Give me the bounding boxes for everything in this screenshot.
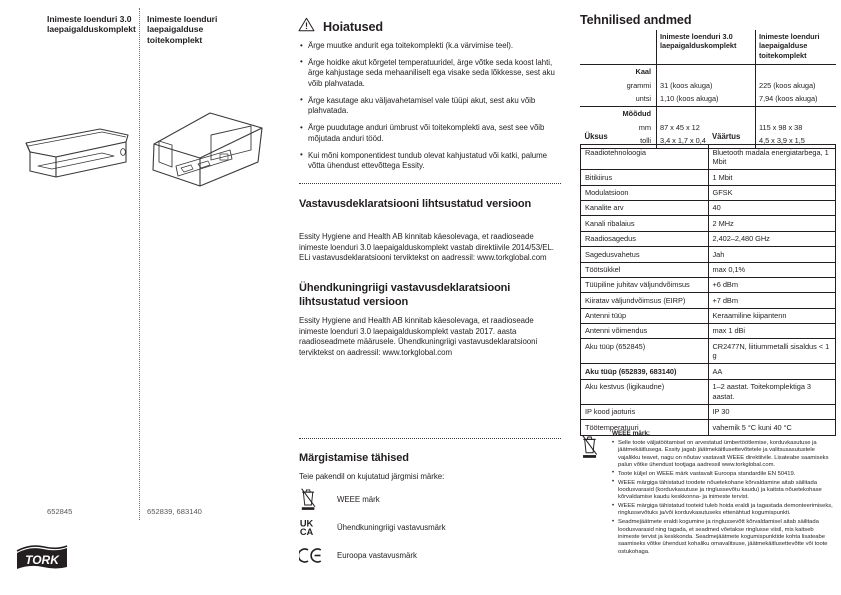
spec-key: Sagedusvahetus: [581, 247, 709, 262]
spec-key: Aku kestvus (ligikaudne): [581, 379, 709, 404]
weee-note-body: [612, 430, 836, 557]
weee-note-item: • Seadmejäätmete eraldi kogumine ja ringlussevõtt kõrvaldamisel aitab säilitada loodusvarasid ning tagada, et seadmed võetakse ringlusse viisil, mis kaitseb inimeste tervist ja keskkonda. Seadmejäätmete kogumispunktide kohta lisateabe saamiseks võtke ühendust kohaliku omavalitsuse, jäätmekäitlusettevõtte või toote ostukohaga.: [612, 519, 836, 555]
warnings-column: [290, 0, 575, 595]
spec-value: vahemik 5 °C kuni 40 °C: [708, 420, 836, 435]
cell: 225 (koos akuga): [756, 79, 837, 93]
product-right-title: Inimeste loenduri laepaigalduse toitekomplekt: [147, 14, 218, 45]
spec-value: AA: [708, 364, 836, 379]
table-row: [581, 185, 836, 200]
specifications-table: [580, 130, 836, 436]
cell: 31 (koos akuga): [657, 79, 756, 93]
table-row: [580, 107, 836, 121]
warnings-heading-row: [298, 17, 383, 37]
row-label: mm: [638, 122, 651, 132]
warning-item: • Ärge puudutage anduri ümbrust või toitekomplekti ava, sest see võib mõjutada anduri tööd.: [300, 123, 562, 144]
spec-value: 40: [708, 201, 836, 216]
spec-key: Modulatsioon: [581, 185, 709, 200]
table-header-row: [581, 130, 836, 145]
products-column: [0, 0, 290, 595]
vertical-dotted-divider: [139, 8, 140, 520]
uk-declaration-heading: Ühendkuningriigi vastavusdeklaratsiooni lihtsustatud versioon: [299, 282, 511, 308]
table-row: [580, 92, 836, 106]
spec-key: Tüüpiline juhitav väljundvõimsus: [581, 277, 709, 292]
markings-intro: Teie pakendil on kujutatud järgmisi märke:: [299, 472, 445, 481]
spec-value: 1 Mbit: [708, 170, 836, 185]
spec-key: Töötemperatuuri: [581, 420, 709, 435]
group-label: Kaal: [580, 65, 657, 79]
cell: 3,4 x 1,7 x 0,4: [657, 134, 756, 148]
section-divider: [299, 183, 561, 184]
table-row: [581, 201, 836, 216]
warning-triangle-icon: [298, 17, 315, 37]
table-row: [580, 65, 836, 79]
ceiling-sensor-illustration: [22, 125, 132, 195]
row-label: tolli: [580, 134, 657, 148]
product-right-code: 652839, 683140: [147, 507, 202, 516]
spec-value: Bluetooth madala energiatarbega, 1 Mbit: [708, 145, 836, 170]
spec-value: +6 dBm: [708, 277, 836, 292]
column-header: Inimeste loenduri 3.0 laepaigalduskomplekt: [657, 30, 756, 65]
table-row: [581, 364, 836, 379]
cell: [657, 107, 756, 121]
svg-text:UK: UK: [299, 518, 314, 529]
table-row: [581, 216, 836, 231]
eu-declaration-heading: Vastavusdeklaratsiooni lihtsustatud versioon: [299, 198, 532, 210]
weee-note-item: • Toote küljel on WEEE märk vastavalt Euroopa standardile EN 50419.: [612, 471, 836, 478]
marking-label: Euroopa vastavusmärk: [337, 551, 417, 560]
spec-value: 1–2 aastat. Toitekomplektiga 3 aastat.: [708, 379, 836, 404]
weee-crossed-bin-icon: [580, 430, 606, 557]
warning-item: • Ärge kasutage aku väljavahetamisel vale tüüpi akut, sest aku võib plahvatada.: [300, 96, 562, 117]
marking-row-ukca: [299, 518, 446, 537]
marking-row-weee: [299, 487, 380, 511]
table-row: [581, 170, 836, 185]
table-row: [581, 145, 836, 170]
section-divider: [299, 438, 561, 439]
spec-value: max 0,1%: [708, 262, 836, 277]
row-label: grammi: [626, 80, 651, 90]
cell: [756, 65, 837, 79]
weee-note-item: • WEEE märgiga tähistatud toodete nõuetekohane kõrvaldamine aitab säilitada loodusvarasid (korduvkasutuse ja ringlussevõtu kaudu) ja kaitsta nõuetekohase kõrvaldamise kaudu keskkonna- ja inimeste tervist.: [612, 480, 836, 502]
table-row: [581, 308, 836, 323]
cell: 7,94 (koos akuga): [756, 92, 837, 106]
spec-key: Antenni võimendus: [581, 324, 709, 339]
spec-key: Bitikiirus: [581, 170, 709, 185]
table-row: [581, 339, 836, 364]
svg-text:TORK: TORK: [25, 553, 59, 567]
table-row: [581, 379, 836, 404]
spec-key: Kiiratav väljundvõimsus (EIRP): [581, 293, 709, 308]
cell: 4,5 x 3,9 x 1,5: [756, 134, 837, 148]
spec-key: IP kood jaoturis: [581, 404, 709, 419]
ce-mark-icon: [299, 547, 337, 564]
cell: [657, 65, 756, 79]
spec-key: Kanalite arv: [581, 201, 709, 216]
column-header: Inimeste loenduri laepaigalduse toitekomplekt: [756, 30, 837, 65]
marking-label: WEEE märk: [337, 494, 380, 504]
cell: 87 x 45 x 12: [657, 121, 756, 135]
table-row: [581, 231, 836, 246]
spec-value: Keraamiline kiipantenn: [708, 308, 836, 323]
spec-value: max 1 dBi: [708, 324, 836, 339]
markings-heading: Märgistamise tähised: [299, 452, 409, 464]
spec-key: Aku tüüp (652845): [581, 339, 709, 364]
tork-logo: [16, 545, 68, 571]
spec-value: GFSK: [708, 185, 836, 200]
table-row: [581, 262, 836, 277]
column-header: Üksus: [581, 130, 709, 145]
table-row: [580, 79, 836, 93]
spec-key: Kanali ribalaius: [581, 216, 709, 231]
spec-key: Töötsükkel: [581, 262, 709, 277]
warning-item: • Kui mõni komponentidest tundub olevat kahjustatud või katki, palume võtta ühendust ettevõttega Essity.: [300, 151, 562, 172]
warnings-heading: Hoiatused: [323, 20, 383, 34]
spec-value: IP 30: [708, 404, 836, 419]
weee-note-list: [612, 440, 836, 556]
uk-declaration-body: Essity Hygiene and Health AB kinnitab käesolevaga, et raadioseade inimeste loenduri 3.0 laepaigalduskomplekt vastab 2017. aasta raadioseadmete määrusele. Ühendkuningriigi vastavusdeklaratsiooni terviktekst on aadressil: www.torkglobal.com: [299, 316, 538, 357]
product-left-title: Inimeste loenduri 3.0 laepaigalduskomplekt: [47, 14, 136, 35]
table-row: [581, 293, 836, 308]
technical-data-column: [575, 0, 841, 595]
spec-value: 2 MHz: [708, 216, 836, 231]
eu-declaration-body: Essity Hygiene and Health AB kinnitab käesolevaga, et raadioseade inimeste loenduri 3.0 laepaigalduskomplekt vastab direktiivile 2014/53/EL. ELi vastavusdeklaratsiooni terviktekst on aadressil: www.torkglobal.com: [299, 232, 554, 263]
product-left-code: 652845: [47, 507, 73, 516]
cell: 1,10 (koos akuga): [657, 92, 756, 106]
table-row: [581, 247, 836, 262]
table-row: [581, 404, 836, 419]
weee-note: [580, 430, 836, 557]
weee-crossed-bin-icon: [299, 487, 337, 511]
weee-note-title: WEEE märk:: [612, 430, 651, 437]
table-header-row: [580, 30, 836, 65]
warnings-list: [300, 41, 562, 178]
spec-value: CR2477N, liitiummetalli sisaldus < 1 g: [708, 339, 836, 364]
ukca-mark-icon: [299, 518, 337, 537]
spec-key: Antenni tüüp: [581, 308, 709, 323]
svg-text:CA: CA: [299, 527, 314, 537]
weee-note-item: • WEEE märgiga tähistatud tooteid tuleb hoida eraldi ja tagastada demonteerimiseks, ringlussevõtuks ja/või korduvkasutuseks ettenähtud kogumispunkti.: [612, 503, 836, 518]
group-label: Mõõdud: [580, 107, 657, 121]
technical-data-title: Tehnilised andmed: [580, 13, 692, 27]
weee-note-item: • Selle toote väljatöötamisel on arvestatud ümbertöötlemise, korduvkasutuse ja jäätmekäitlusega. Essity jagab jäätmekäitlusettevõtetele ja valitsusasutustele vajalikku teavet, nagu on nõutav vastavalt WEEE direktiivile. Lisateabe saamiseks palun võtke ühendust tootjaga aadressil www.torkglobal.com.: [612, 440, 836, 469]
spec-key: Raadiosagedus: [581, 231, 709, 246]
warning-item: • Ärge muutke andurit ega toitekomplekti (k.a värvimise teel).: [300, 41, 562, 52]
table-row: [581, 324, 836, 339]
spec-key: Raadiotehnoloogia: [581, 145, 709, 170]
spec-value: 2,402–2,480 GHz: [708, 231, 836, 246]
cell: [756, 107, 837, 121]
marking-row-ce: [299, 547, 417, 564]
warning-item: • Ärge hoidke akut kõrgetel temperatuuridel, ärge võtke seda koost lahti, ärge kahjustage seda mehaaniliselt ega visake seda lõkkesse, sest aku võib plahvatada.: [300, 58, 562, 90]
cell: 115 x 98 x 38: [756, 121, 837, 135]
spec-key: Aku tüüp (652839, 683140): [581, 364, 709, 379]
spec-value: Jah: [708, 247, 836, 262]
spec-value: +7 dBm: [708, 293, 836, 308]
ceiling-power-kit-illustration: [148, 110, 268, 195]
marking-label: Ühendkuningriigi vastavusmärk: [337, 523, 446, 532]
column-header: Väärtus: [708, 130, 836, 145]
table-row: [581, 277, 836, 292]
row-label: untsi: [635, 94, 651, 104]
